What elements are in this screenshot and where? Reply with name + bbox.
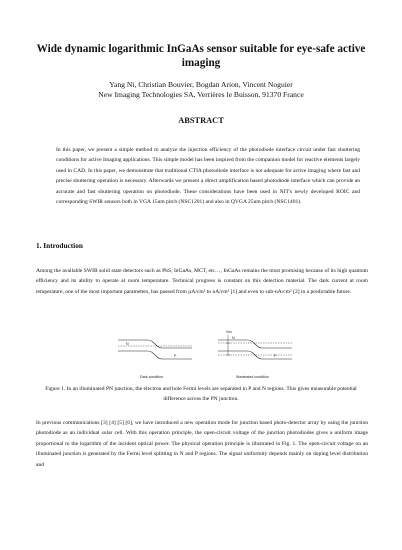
abstract-text: In this paper, we present a simple method to analyze the injection efficiency of the photodiode interface circuit under fast shuttering conditions for active Imaging applications. This simple model has been inspired from the companion model for reactive elements largely used in CAD. In this paper, we demonstrate that traditional CTIA photodiode interface is not adequate for active imaging where fast and precise shuttering operation is necessary. Afterwards we present a direct amplification based photodiode interface which can provide an accurate and fast shuttering operation on photodiode. These considerations have been used in NIT's newly developed ROIC and corresponding SWIR sensors both in VGA 15um pitch (NSC1201) and also in QVGA 25um pitch (NSC1401). <box>56 147 360 206</box>
dark-condition-label: Dark condition <box>140 375 163 379</box>
dark-p-label: P <box>174 354 177 358</box>
paper-title: Wide dynamic logarithmic InGaAs sensor suitable for eye-safe active imaging <box>36 43 366 69</box>
section-heading-introduction: 1. Introduction <box>36 241 83 250</box>
voc-label: Voc <box>226 330 232 334</box>
introduction-paragraph-1: Among the available SWIR solid state detectors such as PbS, InGaAs, MCT, etc…, InGaAs remains the most promising because of its high quantum efficiency and its ability to operate at room temperature. Technical progress is constant on this detection material. The dark current at room temperature, one of the most important parameters, has passed from µA/cm² to nA/cm² [1] and even to sub-nA/cm² [2] in a predictable future. <box>36 268 368 295</box>
illuminated-n-label: N <box>232 336 235 340</box>
figure-1-band-diagram <box>110 326 300 382</box>
dark-n-label: N <box>126 342 129 346</box>
illuminated-condition-diagram <box>218 330 292 379</box>
illuminated-condition-label: Illuminated condition <box>236 375 269 379</box>
illuminated-p-label: P <box>274 354 277 358</box>
figure-1-caption: Figure 1. In an illuminated PN junction, the electron and hole Fermi levels are separated in P and N regions. This gives measurable potential difference across the PN junction. <box>45 386 357 403</box>
dark-condition-diagram <box>118 340 192 379</box>
author-names: Yang Ni, Christian Bouvier, Bogdan Arion, Vincent Noguier <box>109 80 293 89</box>
author-block <box>20 80 382 100</box>
introduction-paragraph-2: In previous communications [3] [4] [5] [6], we have introduced a new operation mode for junction based photo-detector array by using the junction photodiode as an individual solar cell. With this operation principle, the open-circuit voltage of the junction photodiodes gives a uniform image proportional to the logarithm of the incident optical power. The physical operation principle is illustrated in Fig. 1. The open-circuit voltage on an illuminated junction is generated by the Fermi level splitting in N and P regions. The signal uniformity depends mainly on doping level distribution and <box>36 420 368 468</box>
abstract-heading: ABSTRACT <box>178 116 224 125</box>
author-affiliation: New Imaging Technologies SA, Verrières le Buisson, 91370 France <box>98 89 304 99</box>
